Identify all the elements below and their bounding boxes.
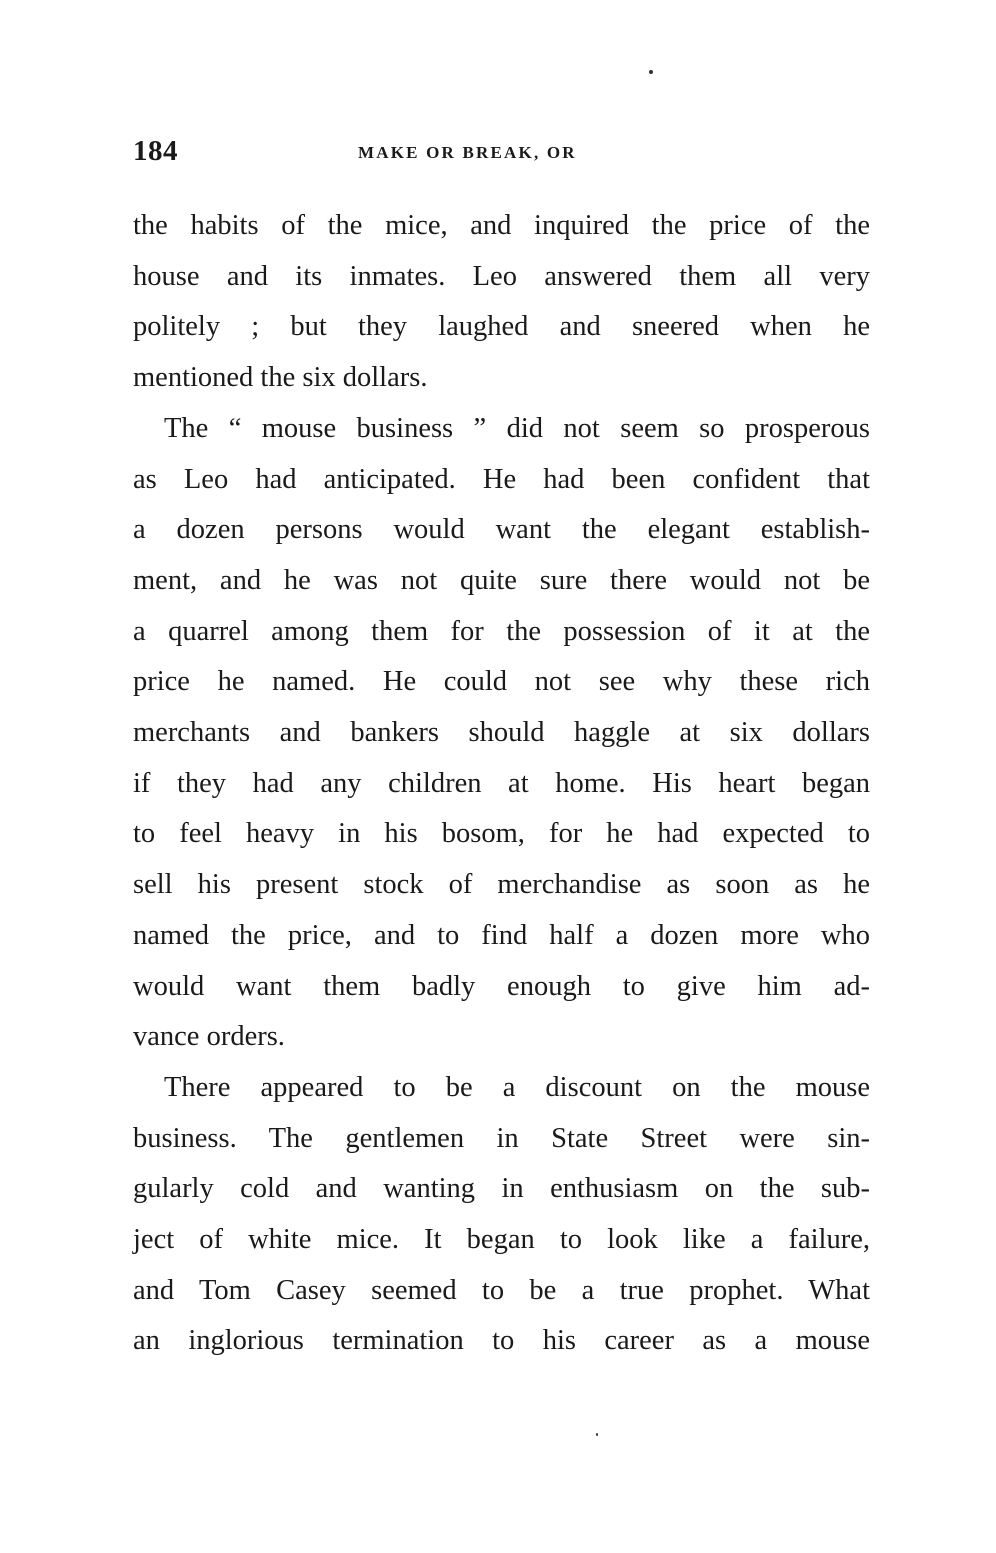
text-line: vance orders. bbox=[133, 1021, 285, 1053]
paragraph-3 bbox=[133, 1063, 870, 1367]
text-line: an inglorious termination to his career as a mouse bbox=[133, 1325, 870, 1357]
text-line: merchants and bankers should haggle at six dollars bbox=[133, 717, 870, 749]
text-line: named the price, and to find half a dozen more who bbox=[133, 919, 870, 951]
text-line: politely ; but they laughed and sneered when he bbox=[133, 311, 870, 343]
text-line: if they had any children at home. His heart began bbox=[133, 767, 870, 799]
text-line: a quarrel among them for the possession of it at the bbox=[133, 615, 870, 647]
page-header bbox=[133, 135, 870, 175]
text-line: gularly cold and wanting in enthusiasm on the sub- bbox=[133, 1173, 870, 1205]
text-line: and Tom Casey seemed to be a true prophet. What bbox=[133, 1274, 870, 1306]
body-text bbox=[133, 201, 870, 1367]
text-line: a dozen persons would want the elegant establish- bbox=[133, 514, 870, 546]
text-line: business. The gentlemen in State Street were sin- bbox=[133, 1122, 870, 1154]
text-line: price he named. He could not see why these rich bbox=[133, 666, 870, 698]
text-line: to feel heavy in his bosom, for he had expected to bbox=[133, 818, 870, 850]
scan-speck bbox=[596, 1433, 598, 1436]
page-number: 184 bbox=[133, 135, 178, 167]
scan-speck bbox=[649, 70, 653, 74]
paragraph-2 bbox=[133, 404, 870, 1063]
text-line: ment, and he was not quite sure there would not be bbox=[133, 564, 870, 596]
text-line: as Leo had anticipated. He had been confident that bbox=[133, 463, 870, 495]
text-line: would want them badly enough to give him ad- bbox=[133, 970, 870, 1002]
text-line: The “ mouse business ” did not seem so prosperous bbox=[164, 412, 870, 444]
text-line: ject of white mice. It began to look like a failure, bbox=[133, 1224, 870, 1256]
text-line: mentioned the six dollars. bbox=[133, 362, 428, 394]
running-title: MAKE OR BREAK, OR bbox=[358, 143, 577, 162]
text-line: There appeared to be a discount on the mouse bbox=[164, 1071, 870, 1103]
text-line: house and its inmates. Leo answered them all very bbox=[133, 260, 870, 292]
text-line: sell his present stock of merchandise as soon as he bbox=[133, 869, 870, 901]
text-line: the habits of the mice, and inquired the price of the bbox=[133, 210, 870, 241]
paragraph-1 bbox=[133, 201, 870, 404]
